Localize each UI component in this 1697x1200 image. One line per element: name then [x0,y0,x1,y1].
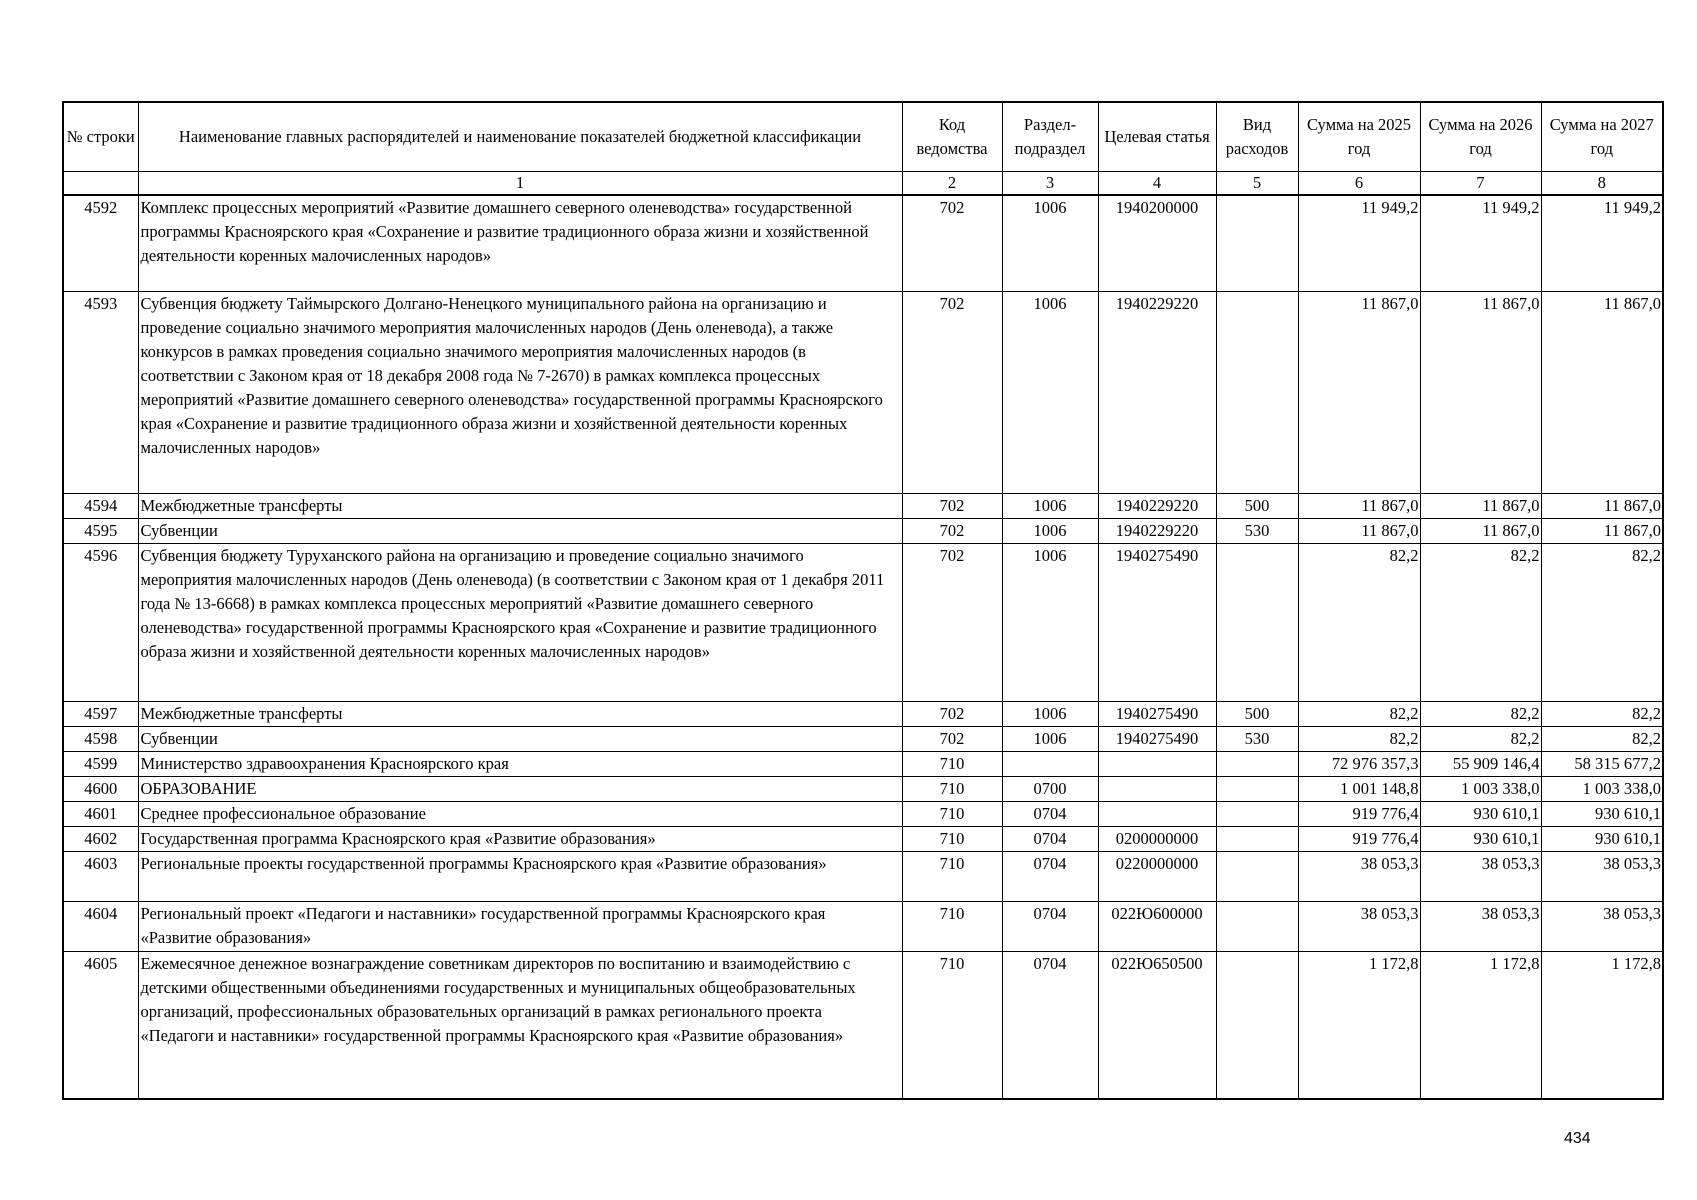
table-row [63,726,1663,751]
column-number: 4 [1098,172,1216,196]
row-section: 0704 [1002,901,1098,951]
row-number: 4596 [63,543,138,701]
header-section: Раздел-подраздел [1002,102,1098,172]
row-target: 1940200000 [1098,195,1216,291]
row-section: 0704 [1002,826,1098,851]
row-type [1216,543,1298,701]
row-target: 1940275490 [1098,701,1216,726]
row-sum-2027: 82,2 [1541,726,1663,751]
row-dept: 702 [902,195,1002,291]
row-target: 1940275490 [1098,726,1216,751]
row-section: 1006 [1002,493,1098,518]
row-sum-2026: 1 003 338,0 [1420,776,1541,801]
table-body [63,195,1663,1099]
column-number: 1 [138,172,902,196]
row-sum-2025: 11 867,0 [1298,493,1420,518]
row-sum-2025: 38 053,3 [1298,901,1420,951]
row-section: 1006 [1002,726,1098,751]
row-section: 0704 [1002,851,1098,901]
row-sum-2025: 38 053,3 [1298,851,1420,901]
table-row [63,801,1663,826]
row-dept: 702 [902,291,1002,493]
row-target [1098,776,1216,801]
row-section: 1006 [1002,701,1098,726]
row-dept: 710 [902,851,1002,901]
row-section: 1006 [1002,543,1098,701]
row-target: 0220000000 [1098,851,1216,901]
row-target: 022Ю650500 [1098,951,1216,1099]
row-name: Межбюджетные трансферты [138,493,902,518]
row-dept: 710 [902,951,1002,1099]
row-dept: 702 [902,543,1002,701]
header-2025: Сумма на 2025 год [1298,102,1420,172]
row-sum-2026: 930 610,1 [1420,801,1541,826]
row-sum-2026: 11 949,2 [1420,195,1541,291]
table-row [63,493,1663,518]
row-type [1216,901,1298,951]
row-sum-2027: 82,2 [1541,701,1663,726]
column-number: 7 [1420,172,1541,196]
row-number: 4593 [63,291,138,493]
row-type [1216,751,1298,776]
row-sum-2027: 11 867,0 [1541,291,1663,493]
page-number: 434 [1564,1130,1591,1147]
row-sum-2027: 1 003 338,0 [1541,776,1663,801]
column-number: 8 [1541,172,1663,196]
row-name: Государственная программа Красноярского края «Развитие образования» [138,826,902,851]
row-section: 1006 [1002,518,1098,543]
row-sum-2026: 11 867,0 [1420,493,1541,518]
row-sum-2025: 1 172,8 [1298,951,1420,1099]
row-dept: 710 [902,751,1002,776]
row-number: 4601 [63,801,138,826]
row-sum-2026: 930 610,1 [1420,826,1541,851]
row-target: 1940229220 [1098,518,1216,543]
table-row [63,543,1663,701]
row-type: 530 [1216,518,1298,543]
table-row [63,951,1663,1099]
row-dept: 710 [902,826,1002,851]
column-number: 2 [902,172,1002,196]
table-row [63,776,1663,801]
row-number: 4598 [63,726,138,751]
row-sum-2026: 11 867,0 [1420,518,1541,543]
header-target: Целевая статья [1098,102,1216,172]
row-sum-2026: 38 053,3 [1420,851,1541,901]
row-type [1216,776,1298,801]
row-section: 1006 [1002,291,1098,493]
row-sum-2026: 82,2 [1420,701,1541,726]
table-row [63,901,1663,951]
row-sum-2027: 930 610,1 [1541,826,1663,851]
row-type: 500 [1216,701,1298,726]
row-target: 1940229220 [1098,493,1216,518]
row-name: Субвенции [138,726,902,751]
row-sum-2027: 11 867,0 [1541,493,1663,518]
row-number: 4602 [63,826,138,851]
row-section: 0704 [1002,951,1098,1099]
row-type: 500 [1216,493,1298,518]
header-2027: Сумма на 2027 год [1541,102,1663,172]
row-sum-2027: 38 053,3 [1541,901,1663,951]
row-sum-2026: 82,2 [1420,543,1541,701]
row-section [1002,751,1098,776]
row-sum-2026: 82,2 [1420,726,1541,751]
row-name: Межбюджетные трансферты [138,701,902,726]
row-dept: 710 [902,801,1002,826]
column-number-blank [63,172,138,196]
row-number: 4604 [63,901,138,951]
row-sum-2027: 38 053,3 [1541,851,1663,901]
row-type [1216,826,1298,851]
row-name: Комплекс процессных мероприятий «Развитие домашнего северного оленеводства» государственной программы Красноярского края «Сохранение и развитие традиционного образа жизни и хозяйственной деятельности коренных малочисленных народов» [138,195,902,291]
row-sum-2027: 930 610,1 [1541,801,1663,826]
row-name: ОБРАЗОВАНИЕ [138,776,902,801]
row-section: 1006 [1002,195,1098,291]
row-type [1216,851,1298,901]
row-sum-2025: 72 976 357,3 [1298,751,1420,776]
header-2026: Сумма на 2026 год [1420,102,1541,172]
row-sum-2025: 82,2 [1298,701,1420,726]
row-target [1098,751,1216,776]
row-number: 4600 [63,776,138,801]
row-sum-2026: 55 909 146,4 [1420,751,1541,776]
row-number: 4594 [63,493,138,518]
row-number: 4597 [63,701,138,726]
row-sum-2025: 11 867,0 [1298,291,1420,493]
column-number: 3 [1002,172,1098,196]
row-sum-2027: 11 867,0 [1541,518,1663,543]
row-dept: 702 [902,493,1002,518]
table-row [63,826,1663,851]
row-name: Министерство здравоохранения Красноярского края [138,751,902,776]
row-dept: 702 [902,701,1002,726]
table-row [63,701,1663,726]
row-name: Региональные проекты государственной программы Красноярского края «Развитие образования» [138,851,902,901]
row-sum-2025: 82,2 [1298,726,1420,751]
row-target: 022Ю600000 [1098,901,1216,951]
row-name: Субвенции [138,518,902,543]
row-sum-2025: 1 001 148,8 [1298,776,1420,801]
row-sum-2027: 11 949,2 [1541,195,1663,291]
row-dept: 702 [902,726,1002,751]
row-section: 0700 [1002,776,1098,801]
row-number: 4592 [63,195,138,291]
row-sum-2027: 82,2 [1541,543,1663,701]
row-number: 4603 [63,851,138,901]
row-number: 4605 [63,951,138,1099]
header-type: Вид расходов [1216,102,1298,172]
row-name: Ежемесячное денежное вознаграждение советникам директоров по воспитанию и взаимодействию с детскими общественными объединениями государственных и муниципальных общеобразовательных организаций, профессиональных образовательных организаций в рамках регионального проекта «Педагоги и наставники» государственной программы Красноярского края «Развитие образования» [138,951,902,1099]
row-type: 530 [1216,726,1298,751]
row-target: 1940229220 [1098,291,1216,493]
row-sum-2025: 11 867,0 [1298,518,1420,543]
row-section: 0704 [1002,801,1098,826]
row-sum-2026: 1 172,8 [1420,951,1541,1099]
row-name: Субвенция бюджету Туруханского района на организацию и проведение социально значимого мероприятия малочисленных народов (День оленевода) (в соответствии с Законом края от 1 декабря 2011 года № 13-6668) в рамках комплекса процессных мероприятий «Развитие домашнего северного оленеводства» государственной программы Красноярского края «Сохранение и развитие традиционного образа жизни и хозяйственной деятельности коренных малочисленных народов» [138,543,902,701]
table-row [63,518,1663,543]
row-type [1216,195,1298,291]
row-number: 4599 [63,751,138,776]
row-sum-2027: 58 315 677,2 [1541,751,1663,776]
column-number: 5 [1216,172,1298,196]
row-type [1216,951,1298,1099]
row-sum-2027: 1 172,8 [1541,951,1663,1099]
column-number: 6 [1298,172,1420,196]
row-type [1216,291,1298,493]
row-number: 4595 [63,518,138,543]
row-dept: 710 [902,776,1002,801]
row-target [1098,801,1216,826]
header-dept: Код ведомства [902,102,1002,172]
table-row [63,291,1663,493]
row-sum-2025: 11 949,2 [1298,195,1420,291]
row-target: 0200000000 [1098,826,1216,851]
row-dept: 710 [902,901,1002,951]
table-header-row [63,102,1663,172]
row-type [1216,801,1298,826]
row-sum-2025: 919 776,4 [1298,801,1420,826]
row-name: Субвенция бюджету Таймырского Долгано-Ненецкого муниципального района на организацию и проведение социально значимого мероприятия малочисленных народов (День оленевода), а также конкурсов в рамках проведения социально значимого мероприятия малочисленных народов (в соответствии с Законом края от 18 декабря 2008 года № 7-2670) в рамках комплекса процессных мероприятий «Развитие домашнего северного оленеводства» государственной программы Красноярского края «Сохранение и развитие традиционного образа жизни и хозяйственной деятельности коренных малочисленных народов» [138,291,902,493]
row-sum-2026: 38 053,3 [1420,901,1541,951]
header-row-no: № строки [63,102,138,172]
column-number-row [63,172,1663,196]
budget-table [62,101,1664,1100]
table-row [63,195,1663,291]
row-sum-2025: 82,2 [1298,543,1420,701]
header-name: Наименование главных распорядителей и наименование показателей бюджетной классификации [138,102,902,172]
row-name: Региональный проект «Педагоги и наставники» государственной программы Красноярского края «Развитие образования» [138,901,902,951]
row-target: 1940275490 [1098,543,1216,701]
table-row [63,751,1663,776]
table-row [63,851,1663,901]
row-dept: 702 [902,518,1002,543]
row-sum-2026: 11 867,0 [1420,291,1541,493]
row-sum-2025: 919 776,4 [1298,826,1420,851]
row-name: Среднее профессиональное образование [138,801,902,826]
